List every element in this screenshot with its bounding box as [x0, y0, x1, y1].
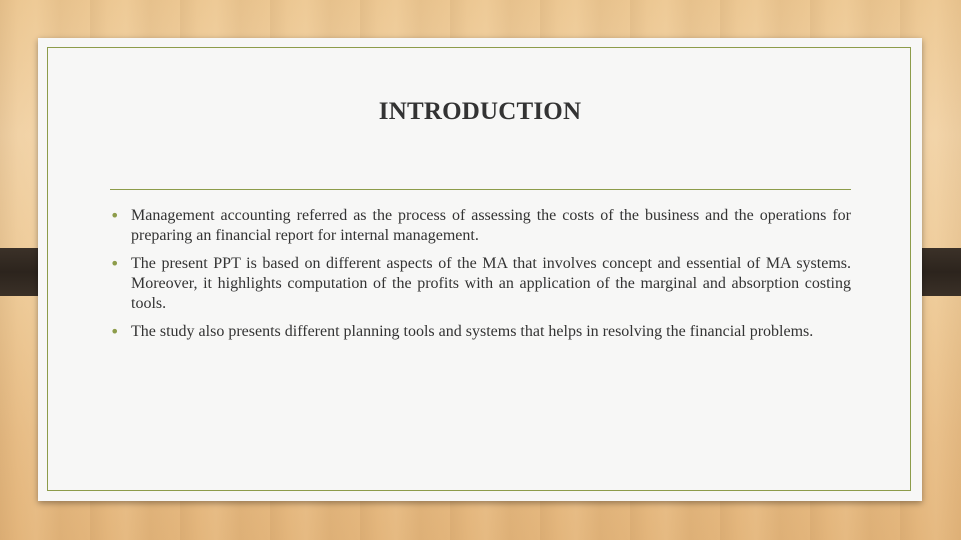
bullet-list — [110, 206, 851, 350]
bullet-text: The present PPT is based on different aspects of the MA that involves concept and essential of MA systems. Moreover, it highlights computation of the profits with an application of the marginal and absorption costing tools. — [131, 255, 851, 312]
bullet-text: Management accounting referred as the process of assessing the costs of the business and the operations for preparing an financial report for internal management. — [131, 207, 851, 244]
bullet-item-1 — [110, 206, 851, 246]
bullet-icon: • — [110, 254, 120, 273]
bullet-text: The study also presents different planning tools and systems that helps in resolving the financial problems. — [131, 323, 814, 340]
bullet-item-3 — [110, 322, 851, 342]
slide-paper — [38, 38, 922, 501]
bullet-item-2 — [110, 254, 851, 314]
bullet-icon: • — [110, 322, 120, 341]
slide-title: INTRODUCTION — [378, 98, 582, 125]
bullet-icon: • — [110, 206, 120, 225]
title-divider — [110, 189, 851, 190]
